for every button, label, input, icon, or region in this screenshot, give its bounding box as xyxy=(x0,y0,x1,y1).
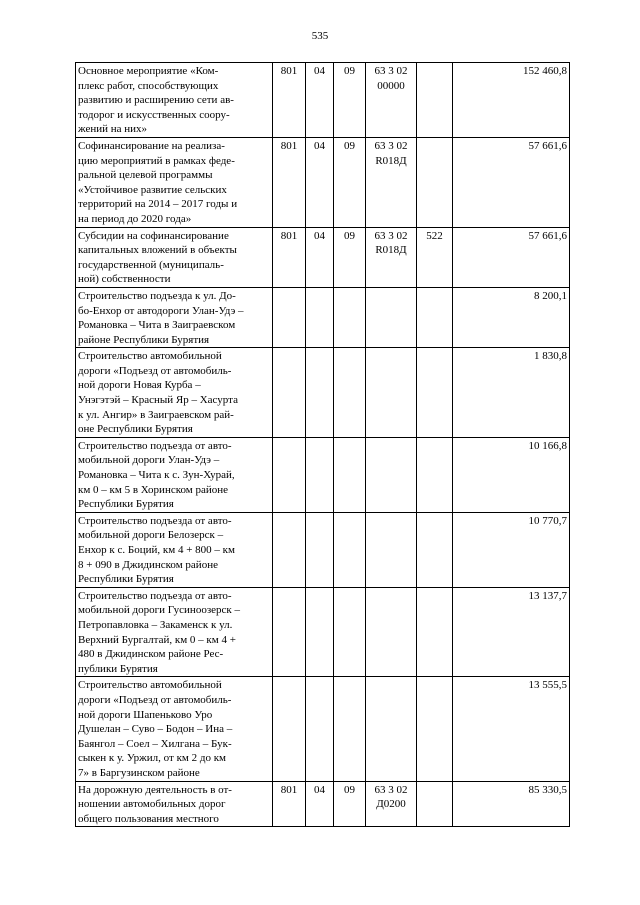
row-vr xyxy=(417,348,453,438)
row-sum: 57 661,6 xyxy=(453,227,570,287)
row-name: Субсидии на софинансирование капитальных вложений в объекты государственной (муниципаль- ной) собственности xyxy=(76,227,273,287)
table-row xyxy=(76,348,570,438)
row-name: Строительство автомобильной дороги «Подъезд от автомобиль- ной дороги Новая Курба – Унэгэтэй – Красный Яр – Хасурта к ул. Ангир» в Заиграевском рай- оне Республики Бурятия xyxy=(76,348,273,438)
table-row xyxy=(76,287,570,347)
row-vr xyxy=(417,287,453,347)
row-rz: 04 xyxy=(306,227,334,287)
row-pr xyxy=(334,437,366,512)
row-rz xyxy=(306,512,334,587)
row-vr xyxy=(417,781,453,827)
row-pr xyxy=(334,677,366,781)
table-row xyxy=(76,63,570,138)
row-grbs xyxy=(273,348,306,438)
row-name: Основное мероприятие «Ком- плекс работ, способствующих развитию и расширению сети ав- тодорог и искусственных соору- жений на них» xyxy=(76,63,273,138)
row-csr: 63 3 02 R018Д xyxy=(366,137,417,227)
row-pr xyxy=(334,287,366,347)
row-name: Строительство подъезда от авто- мобильной дороги Гусиноозерск – Петропавловка – Закаменск к ул. Верхний Бургалтай, км 0 – км 4 + 480 в Джидинском районе Рес- публики Бурятия xyxy=(76,587,273,677)
table-row xyxy=(76,781,570,827)
row-sum: 13 555,5 xyxy=(453,677,570,781)
table-row xyxy=(76,437,570,512)
row-pr: 09 xyxy=(334,781,366,827)
row-grbs xyxy=(273,287,306,347)
row-vr xyxy=(417,512,453,587)
row-sum: 57 661,6 xyxy=(453,137,570,227)
row-grbs: 801 xyxy=(273,137,306,227)
row-grbs: 801 xyxy=(273,63,306,138)
table-row xyxy=(76,137,570,227)
row-vr xyxy=(417,137,453,227)
row-csr xyxy=(366,512,417,587)
row-grbs xyxy=(273,512,306,587)
row-csr: 63 3 02 00000 xyxy=(366,63,417,138)
row-vr xyxy=(417,587,453,677)
row-rz: 04 xyxy=(306,63,334,138)
row-csr xyxy=(366,677,417,781)
row-csr: 63 3 02 R018Д xyxy=(366,227,417,287)
table-row xyxy=(76,227,570,287)
row-grbs xyxy=(273,437,306,512)
row-pr: 09 xyxy=(334,137,366,227)
row-name: На дорожную деятельность в от- ношении автомобильных дорог общего пользования местного xyxy=(76,781,273,827)
budget-table xyxy=(75,62,570,827)
table-row xyxy=(76,512,570,587)
row-sum: 1 830,8 xyxy=(453,348,570,438)
row-vr xyxy=(417,437,453,512)
row-name: Софинансирование на реализа- цию мероприятий в рамках феде- ральной целевой программы «Устойчивое развитие сельских территорий на 2014 – 2017 годы и на период до 2020 года» xyxy=(76,137,273,227)
row-pr: 09 xyxy=(334,63,366,138)
row-pr xyxy=(334,587,366,677)
row-rz xyxy=(306,677,334,781)
row-rz xyxy=(306,587,334,677)
row-grbs xyxy=(273,677,306,781)
row-name: Строительство автомобильной дороги «Подъезд от автомобиль- ной дороги Шапеньково Уро Душелан – Суво – Бодон – Ина – Баянгол – Соел – Хилгана – Бук- сыкен к у. Уржил, от км 2 до км 7» в Баргузинском районе xyxy=(76,677,273,781)
table-row xyxy=(76,677,570,781)
row-name: Строительство подъезда к ул. До- бо-Енхор от автодороги Улан-Удэ – Романовка – Чита в Заиграевском районе Республики Бурятия xyxy=(76,287,273,347)
row-rz: 04 xyxy=(306,137,334,227)
row-csr: 63 3 02 Д0200 xyxy=(366,781,417,827)
row-rz: 04 xyxy=(306,781,334,827)
row-csr xyxy=(366,287,417,347)
row-grbs: 801 xyxy=(273,227,306,287)
row-rz xyxy=(306,348,334,438)
row-csr xyxy=(366,348,417,438)
row-sum: 10 770,7 xyxy=(453,512,570,587)
row-pr: 09 xyxy=(334,227,366,287)
row-sum: 85 330,5 xyxy=(453,781,570,827)
row-csr xyxy=(366,587,417,677)
row-name: Строительство подъезда от авто- мобильной дороги Белозерск – Енхор к с. Боций, км 4 + 800 – км 8 + 090 в Джидинском районе Республики Бурятия xyxy=(76,512,273,587)
row-sum: 152 460,8 xyxy=(453,63,570,138)
row-sum: 8 200,1 xyxy=(453,287,570,347)
row-rz xyxy=(306,287,334,347)
row-rz xyxy=(306,437,334,512)
row-vr: 522 xyxy=(417,227,453,287)
row-pr xyxy=(334,348,366,438)
row-sum: 10 166,8 xyxy=(453,437,570,512)
row-vr xyxy=(417,677,453,781)
row-csr xyxy=(366,437,417,512)
row-grbs: 801 xyxy=(273,781,306,827)
table-row xyxy=(76,587,570,677)
row-name: Строительство подъезда от авто- мобильной дороги Улан-Удэ – Романовка – Чита к с. Зун-Хурай, км 0 – км 5 в Хоринском районе Республики Бурятия xyxy=(76,437,273,512)
page-number: 535 xyxy=(311,30,329,42)
row-vr xyxy=(417,63,453,138)
row-grbs xyxy=(273,587,306,677)
row-pr xyxy=(334,512,366,587)
row-sum: 13 137,7 xyxy=(453,587,570,677)
